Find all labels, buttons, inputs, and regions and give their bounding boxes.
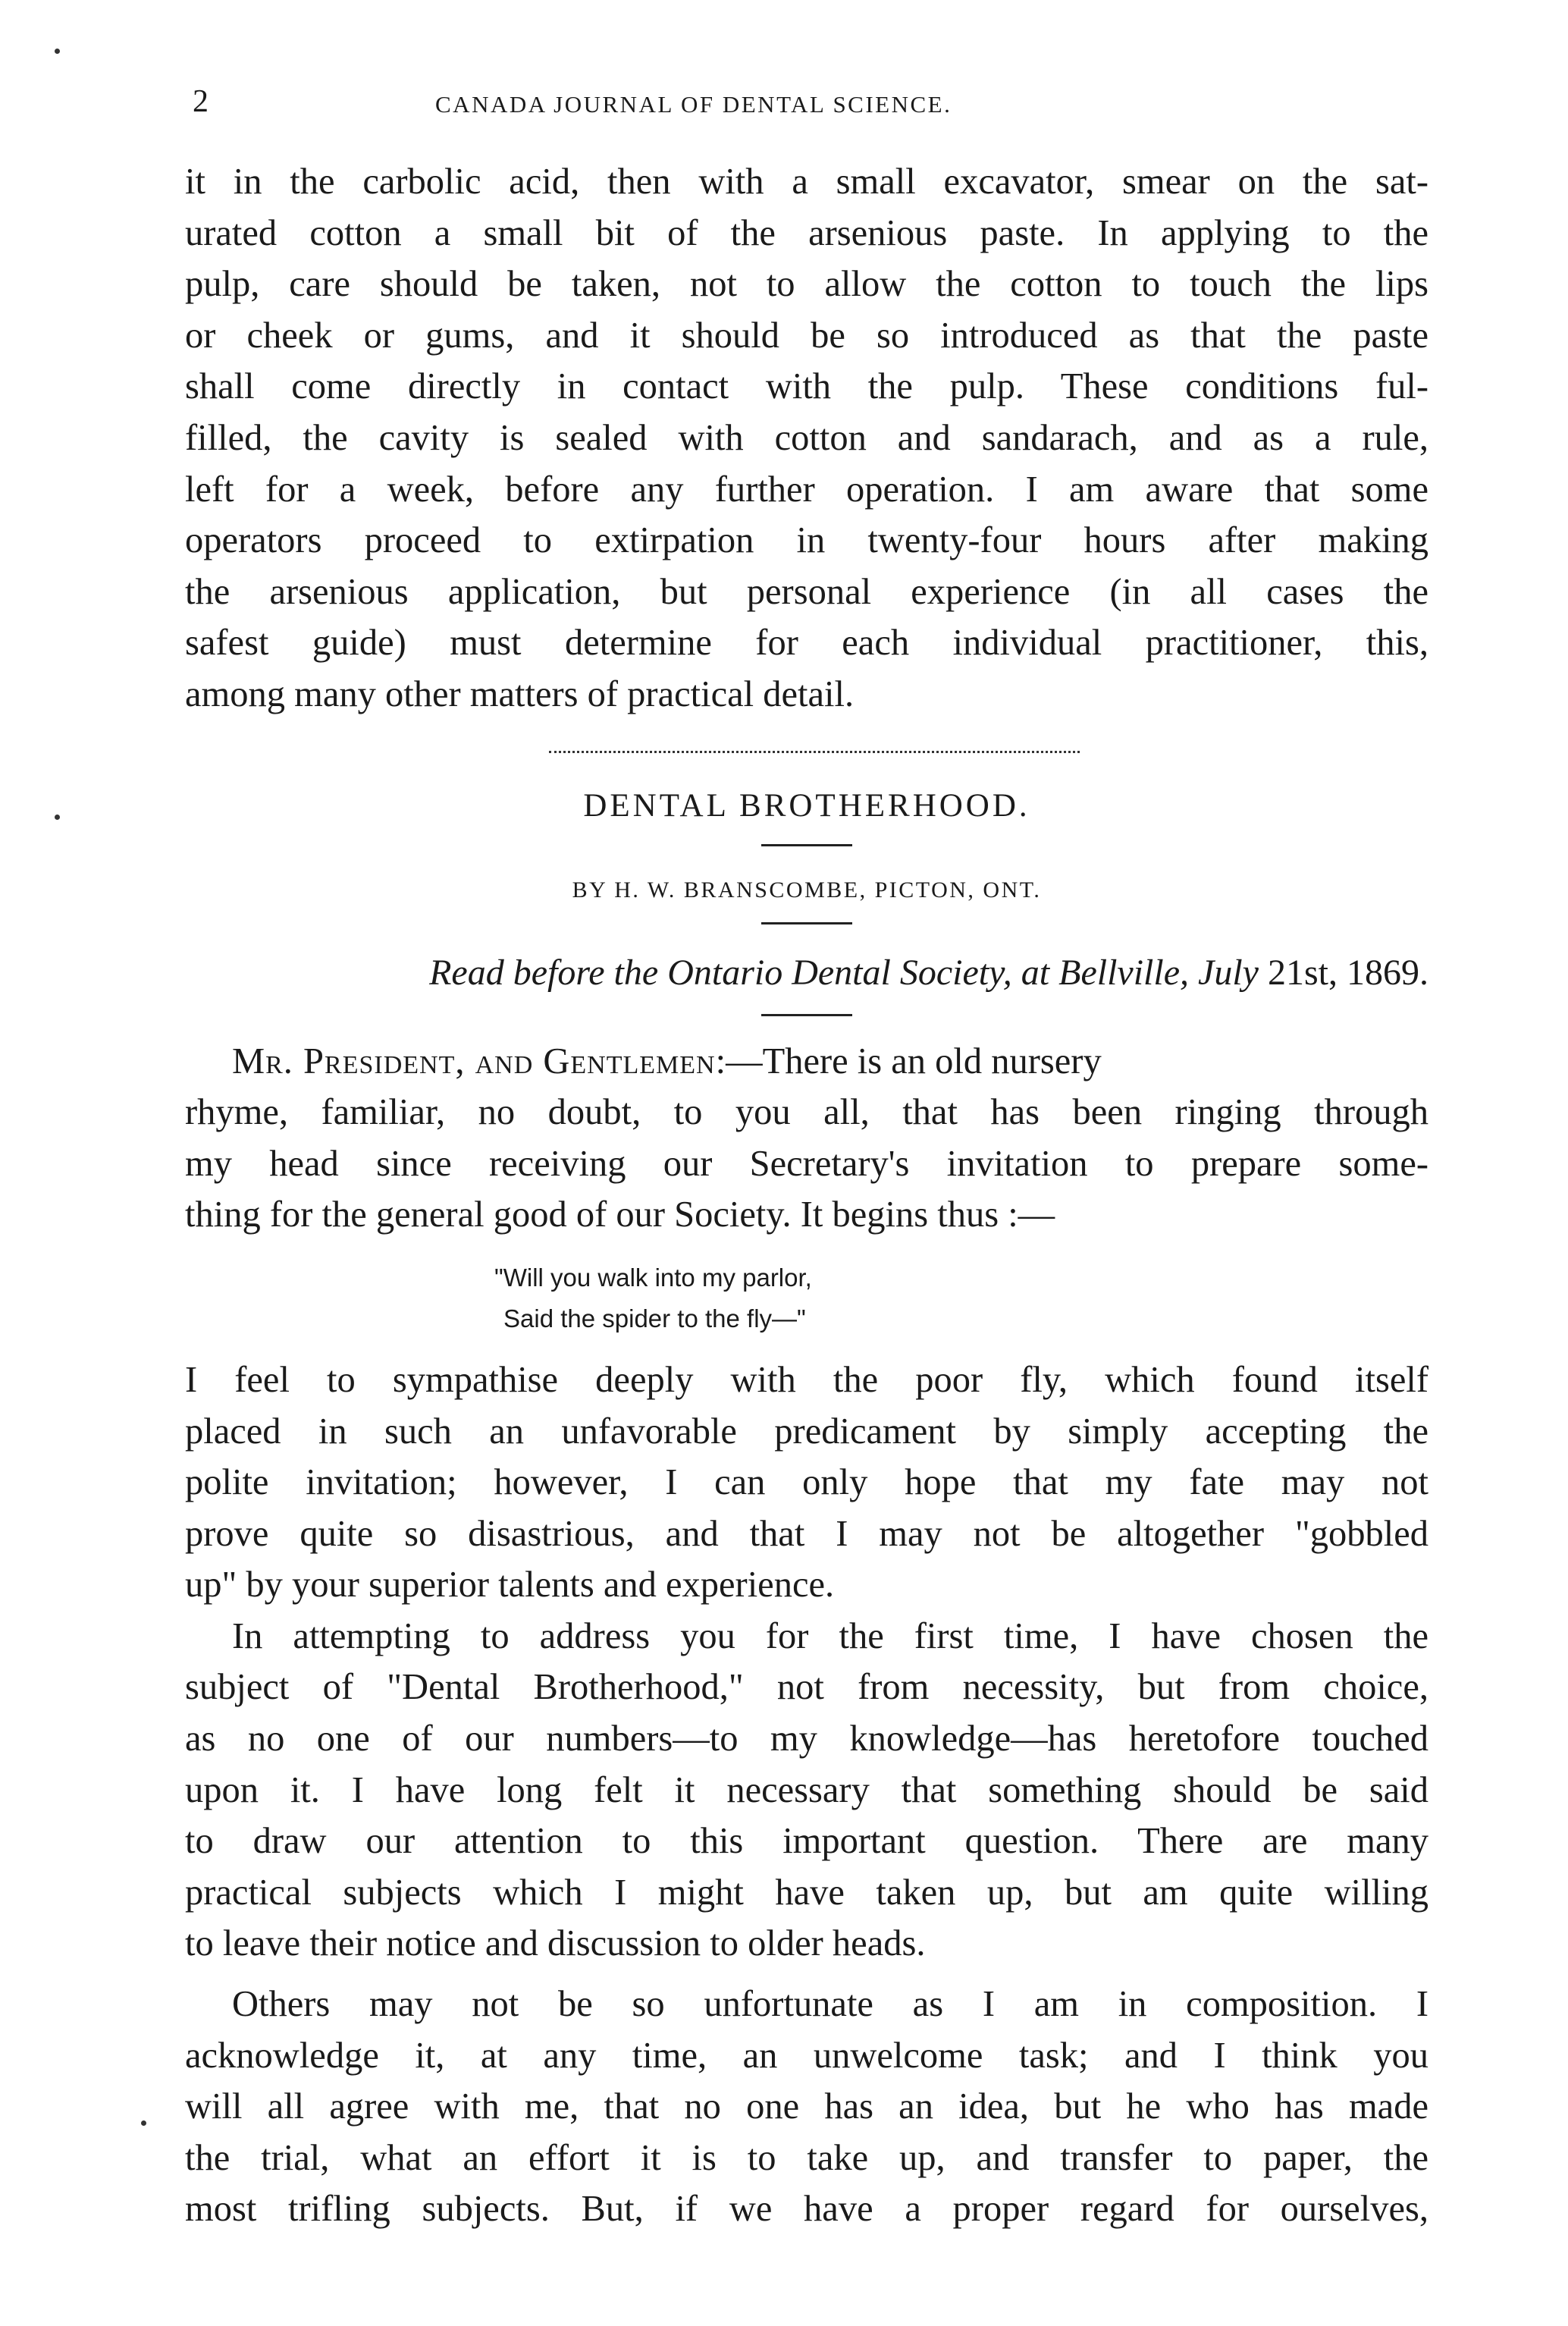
text-line: placed in such an unfavorable predicament by simply accepting the bbox=[185, 1411, 1428, 1452]
verse-line: Said the spider to the fly—" bbox=[503, 1304, 806, 1333]
verse-line: "Will you walk into my parlor, bbox=[494, 1263, 812, 1292]
carryover-paragraph bbox=[185, 156, 1428, 720]
text-line: acknowledge it, at any time, an unwelcome task; and I think you bbox=[185, 2035, 1428, 2076]
paragraph-3 bbox=[185, 1979, 1428, 2235]
read-before-venue: Read before the Ontario Dental Society, at Bellville, July bbox=[429, 952, 1259, 993]
text-line: to draw our attention to this important question. There are many bbox=[185, 1821, 1428, 1862]
page-number: 2 bbox=[193, 84, 209, 119]
text-line: rhyme, familiar, no doubt, to you all, that has been ringing through bbox=[185, 1092, 1428, 1133]
text-line: In attempting to address you for the first time, I have chosen the bbox=[232, 1615, 1428, 1656]
text-line: subject of "Dental Brotherhood," not from necessity, but from choice, bbox=[185, 1667, 1428, 1708]
text-line: upon it. I have long felt it necessary that something should be said bbox=[185, 1769, 1428, 1810]
text-line: safest guide) must determine for each individual practitioner, this, bbox=[185, 623, 1428, 664]
article-byline: BY H. W. BRANSCOMBE, PICTON, ONT. bbox=[572, 877, 1042, 902]
text-line: left for a week, before any further operation. I am aware that some bbox=[185, 469, 1428, 510]
journal-title: CANADA JOURNAL OF DENTAL SCIENCE. bbox=[435, 91, 952, 118]
margin-speck bbox=[55, 49, 60, 54]
text-line: pulp, care should be taken, not to allow the cotton to touch the lips bbox=[185, 264, 1428, 305]
journal-page bbox=[185, 83, 1428, 2235]
margin-speck bbox=[141, 2120, 146, 2126]
note-rule bbox=[761, 1014, 852, 1016]
nursery-rhyme-quote bbox=[494, 1257, 1428, 1339]
text-line: practical subjects which I might have taken up, but am quite willing bbox=[185, 1872, 1428, 1913]
read-before-date: 21st, 1869. bbox=[1258, 952, 1428, 993]
article-title: DENTAL BROTHERHOOD. bbox=[583, 787, 1030, 824]
text-line: it in the carbolic acid, then with a small excavator, smear on the sat- bbox=[185, 162, 1428, 202]
text-line: Others may not be so unfortunate as I am in composition. I bbox=[232, 1984, 1428, 2025]
text-line: up" by your superior talents and experience. bbox=[185, 1565, 835, 1606]
text-line: thing for the general good of our Society. It begins thus :— bbox=[185, 1194, 1055, 1235]
text-line: urated cotton a small bit of the arsenious paste. In applying to the bbox=[185, 212, 1428, 253]
text-line: filled, the cavity is sealed with cotton and sandarach, and as a rule, bbox=[185, 417, 1428, 458]
text-line: the arsenious application, but personal experience (in all cases the bbox=[185, 571, 1428, 612]
opening-paragraph bbox=[185, 1036, 1428, 1241]
text-line: to leave their notice and discussion to older heads. bbox=[185, 1923, 926, 1964]
text-line: or cheek or gums, and it should be so introduced as that the paste bbox=[185, 315, 1428, 356]
text-line: my head since receiving our Secretary's invitation to prepare some- bbox=[185, 1143, 1428, 1184]
text-line: most trifling subjects. But, if we have a proper regard for ourselves, bbox=[185, 2189, 1428, 2230]
byline-rule bbox=[761, 922, 852, 924]
text-line: among many other matters of practical detail. bbox=[185, 673, 855, 714]
text-line: polite invitation; however, I can only hope that my fate may not bbox=[185, 1462, 1428, 1503]
salutation: Mr. President, and Gentlemen bbox=[232, 1041, 716, 1081]
text-line: as no one of our numbers—to my knowledge—has heretofore touched bbox=[185, 1719, 1428, 1759]
text-line: operators proceed to extirpation in twenty-four hours after making bbox=[185, 520, 1428, 561]
text-line: I feel to sympathise deeply with the poor fly, which found itself bbox=[185, 1359, 1428, 1400]
text-line: :—There is an old nursery bbox=[715, 1041, 1102, 1081]
text-line: shall come directly in contact with the pulp. These conditions ful- bbox=[185, 366, 1428, 407]
text-line: the trial, what an effort it is to take up, and transfer to paper, the bbox=[185, 2137, 1428, 2178]
read-before-note bbox=[185, 949, 1428, 997]
title-rule bbox=[761, 844, 852, 846]
section-divider bbox=[549, 751, 1080, 753]
text-line: will all agree with me, that no one has an idea, but he who has made bbox=[185, 2086, 1428, 2127]
paragraph-2 bbox=[185, 1611, 1428, 1970]
running-head bbox=[185, 83, 1428, 137]
paragraph-after-verse bbox=[185, 1354, 1428, 1611]
text-line: prove quite so disastrious, and that I may not be altogether "gobbled bbox=[185, 1513, 1428, 1554]
margin-speck bbox=[55, 815, 60, 820]
